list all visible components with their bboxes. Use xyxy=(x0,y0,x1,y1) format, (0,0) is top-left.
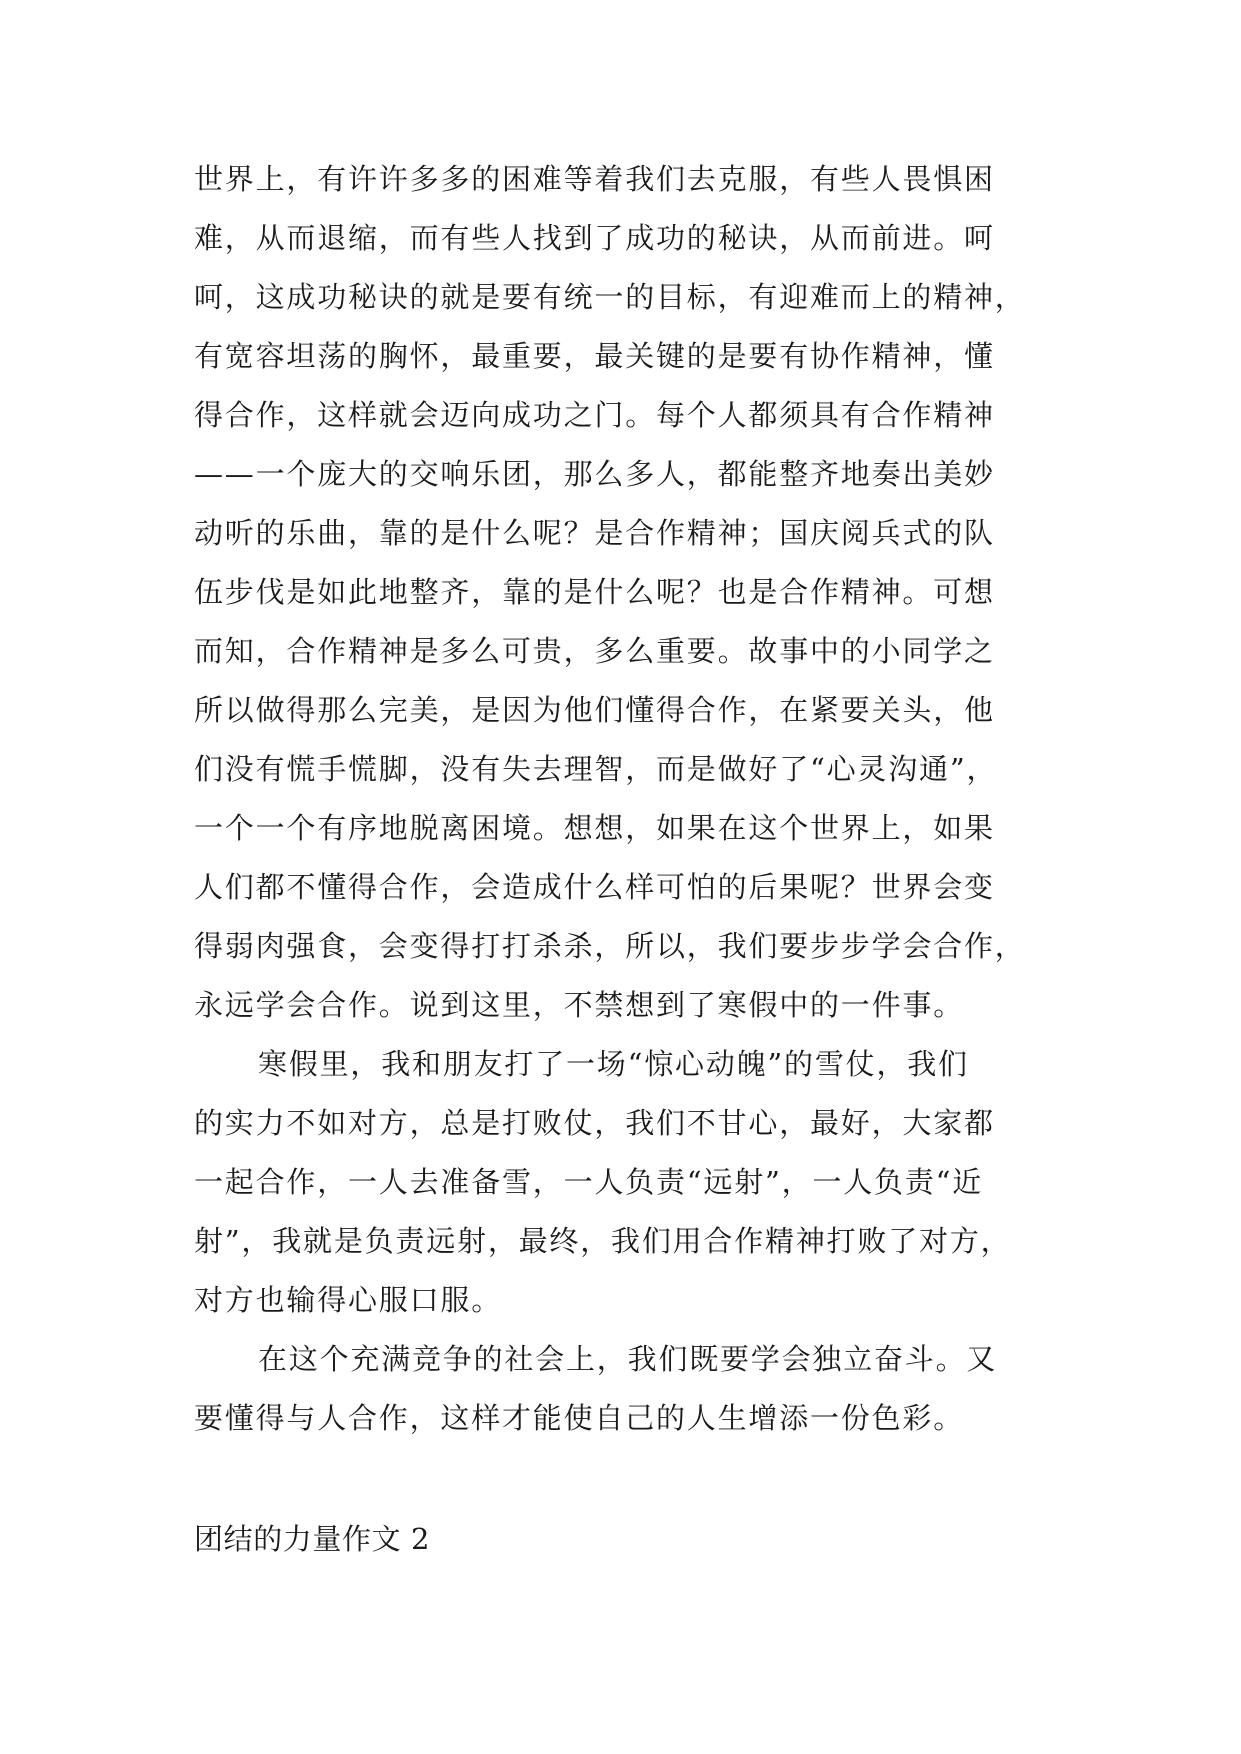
body-line: 们没有慌手慌脚，没有失去理智，而是做好了“心灵沟通”， xyxy=(194,752,998,786)
paragraph-first-line: 在这个充满竞争的社会上，我们既要学会独立奋斗。又 xyxy=(258,1342,998,1376)
body-line: 一起合作，一人去准备雪，一人负责“远射”，一人负责“近 xyxy=(194,1165,984,1199)
body-line: 动听的乐曲，靠的是什么呢？是合作精神；国庆阅兵式的队 xyxy=(194,516,995,550)
section-heading: 团结的力量作文 2 xyxy=(194,1522,431,1556)
body-line: 永远学会合作。说到这里，不禁想到了寒假中的一件事。 xyxy=(194,988,965,1022)
body-line: 一个一个有序地脱离困境。想想，如果在这个世界上，如果 xyxy=(194,811,995,845)
body-line: 世界上，有许许多多的困难等着我们去克服，有些人畏惧困 xyxy=(194,162,995,196)
body-line: 伍步伐是如此地整齐，靠的是什么呢？也是合作精神。可想 xyxy=(194,575,995,609)
body-line: 得合作，这样就会迈向成功之门。每个人都须具有合作精神 xyxy=(194,398,995,432)
body-line: 人们都不懂得合作，会造成什么样可怕的后果呢？世界会变 xyxy=(194,870,995,904)
body-line: 呵，这成功秘诀的就是要有统一的目标，有迎难而上的精神， xyxy=(194,280,1026,314)
paragraph-first-line: 寒假里，我和朋友打了一场“惊心动魄”的雪仗，我们 xyxy=(258,1047,969,1081)
body-line: 的实力不如对方，总是打败仗，我们不甘心，最好，大家都 xyxy=(194,1106,995,1140)
body-line: 而知，合作精神是多么可贵，多么重要。故事中的小同学之 xyxy=(194,634,995,668)
body-line: 所以做得那么完美，是因为他们懂得合作，在紧要关头，他 xyxy=(194,693,995,727)
body-line: ——一个庞大的交响乐团，那么多人，都能整齐地奏出美妙 xyxy=(194,457,995,491)
body-line: 难，从而退缩，而有些人找到了成功的秘诀，从而前进。呵 xyxy=(194,221,995,255)
body-line: 得弱肉强食，会变得打打杀杀，所以，我们要步步学会合作， xyxy=(194,929,1026,963)
body-line: 对方也输得心服口服。 xyxy=(194,1283,503,1317)
body-line: 要懂得与人合作，这样才能使自己的人生增添一份色彩。 xyxy=(194,1401,965,1435)
body-line: 射”，我就是负责远射，最终，我们用合作精神打败了对方， xyxy=(194,1224,1012,1258)
body-line: 有宽容坦荡的胸怀，最重要，最关键的是要有协作精神，懂 xyxy=(194,339,995,373)
